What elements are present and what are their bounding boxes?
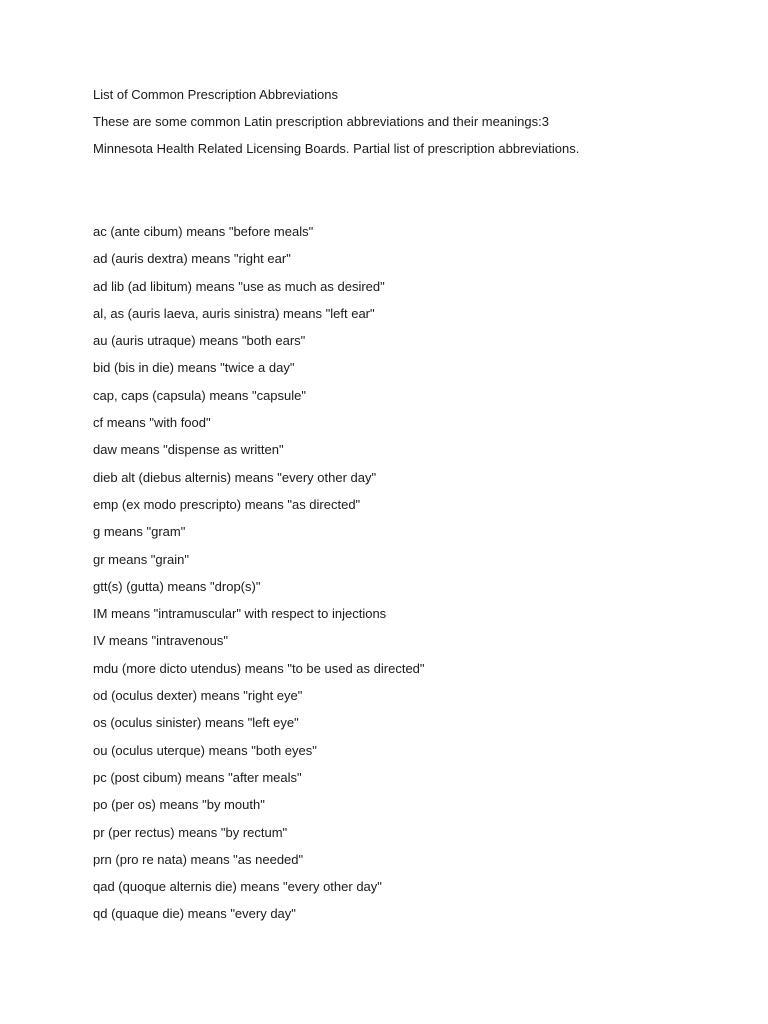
- abbreviation-item: pr (per rectus) means "by rectum": [93, 824, 288, 840]
- abbreviation-item: po (per os) means "by mouth": [93, 797, 265, 813]
- document-header: [93, 86, 579, 167]
- abbreviation-item: gtt(s) (gutta) means "drop(s)": [93, 578, 261, 594]
- abbreviation-item: prn (pro re nata) means "as needed": [93, 851, 304, 867]
- abbreviation-item: qad (quoque alternis die) means "every other day": [93, 879, 382, 895]
- abbreviation-item: od (oculus dexter) means "right eye": [93, 688, 303, 704]
- abbreviation-item: al, as (auris laeva, auris sinistra) means "left ear": [93, 305, 375, 321]
- abbreviation-item: pc (post cibum) means "after meals": [93, 769, 302, 785]
- abbreviation-item: emp (ex modo prescripto) means "as directed": [93, 496, 361, 512]
- abbreviation-item: au (auris utraque) means "both ears": [93, 333, 306, 349]
- abbreviation-item: bid (bis in die) means "twice a day": [93, 360, 295, 376]
- abbreviation-item: ad lib (ad libitum) means "use as much as desired": [93, 278, 385, 294]
- abbreviation-item: ou (oculus uterque) means "both eyes": [93, 742, 317, 758]
- abbreviation-item: daw means "dispense as written": [93, 442, 284, 458]
- document-source: Minnesota Health Related Licensing Boards. Partial list of prescription abbreviations.: [93, 141, 580, 156]
- abbreviation-item: IM means "intramuscular" with respect to injections: [93, 606, 387, 622]
- abbreviation-item: cap, caps (capsula) means "capsule": [93, 387, 307, 403]
- abbreviation-item: dieb alt (diebus alternis) means "every other day": [93, 469, 377, 485]
- abbreviation-item: g means "gram": [93, 524, 186, 540]
- document-title: List of Common Prescription Abbreviations: [93, 87, 338, 102]
- document-intro: These are some common Latin prescription abbreviations and their meanings:3: [93, 114, 549, 129]
- abbreviation-item: mdu (more dicto utendus) means "to be used as directed": [93, 660, 425, 676]
- abbreviation-item: ad (auris dextra) means "right ear": [93, 251, 291, 267]
- abbreviation-item: ac (ante cibum) means "before meals": [93, 224, 314, 239]
- abbreviation-list: [93, 223, 425, 933]
- abbreviation-item: qd (quaque die) means "every day": [93, 906, 296, 922]
- abbreviation-item: IV means "intravenous": [93, 633, 228, 649]
- abbreviation-item: cf means "with food": [93, 415, 211, 431]
- abbreviation-item: os (oculus sinister) means "left eye": [93, 715, 299, 731]
- abbreviation-item: gr means "grain": [93, 551, 189, 567]
